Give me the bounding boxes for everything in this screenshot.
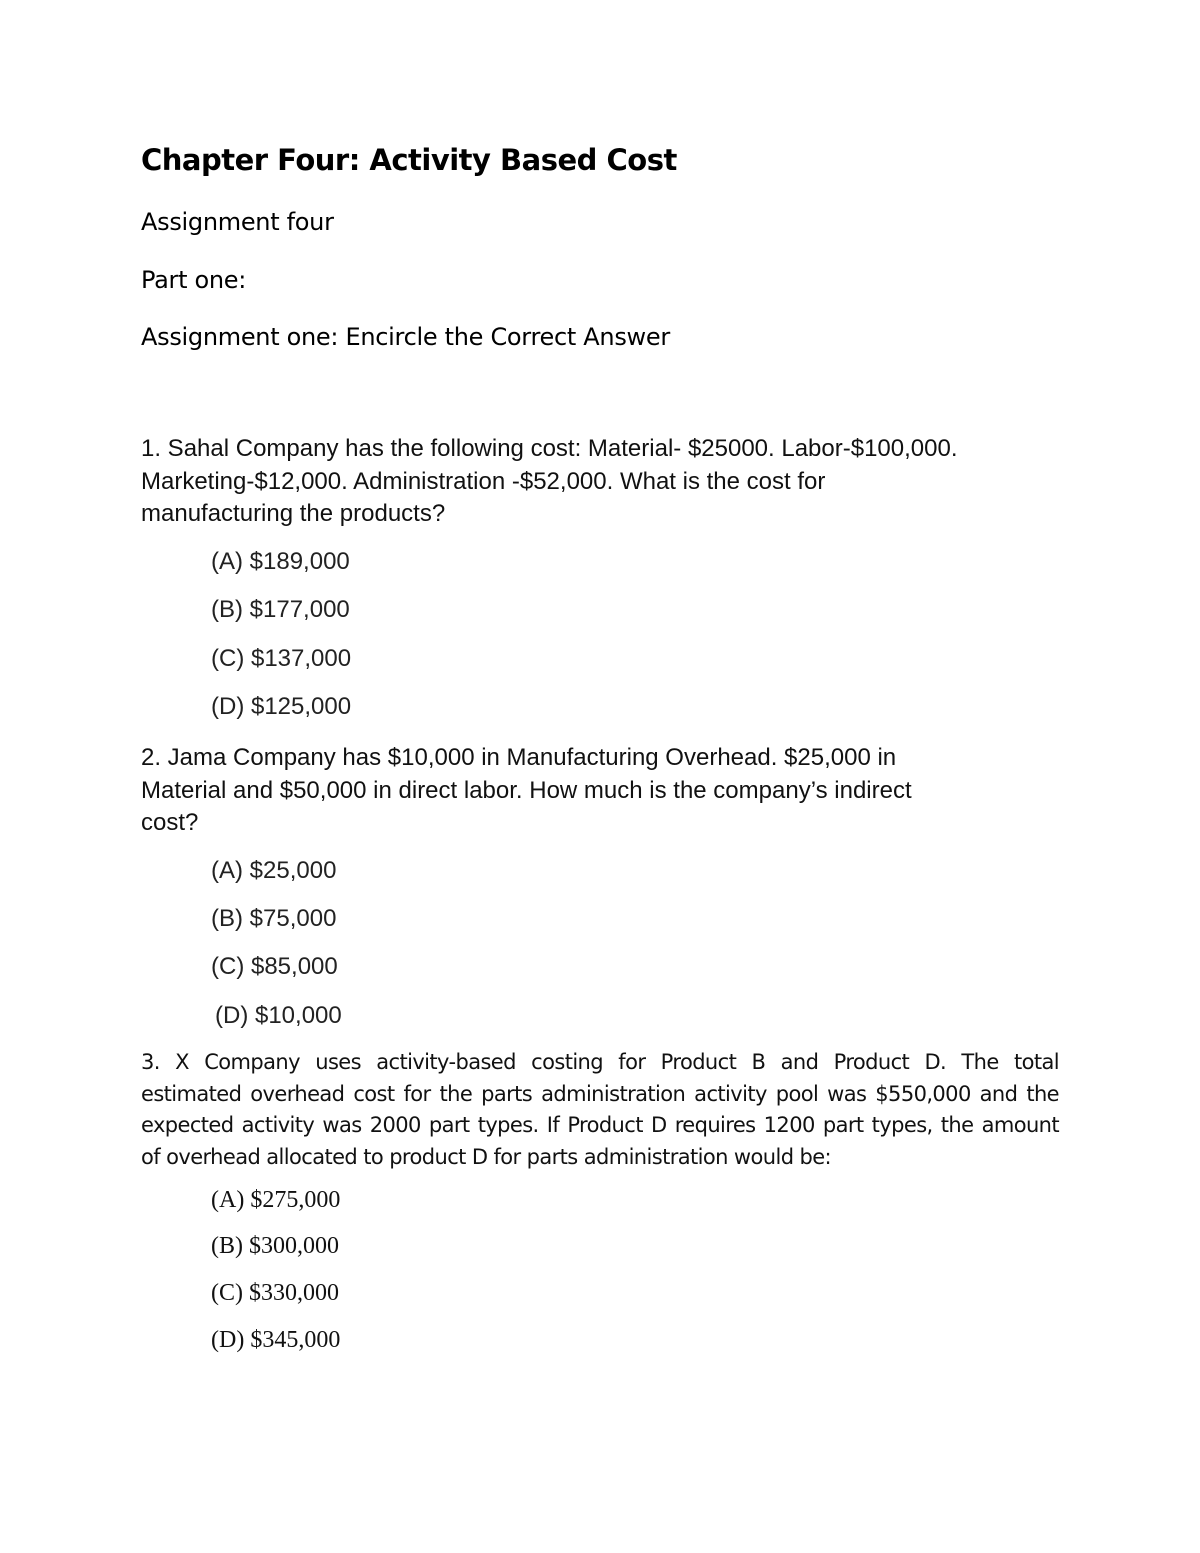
question-2-option-c[interactable]: (C) $85,000 [211,953,338,980]
question-1-option-c[interactable]: (C) $137,000 [211,645,352,672]
question-1-option-b[interactable]: (B) $177,000 [211,596,350,623]
question-3-line: estimated overhead cost for the parts administration activity pool was $550,000 and the [141,1081,1059,1106]
question-2-option-d[interactable]: (D) $10,000 [215,1002,342,1029]
question-2-line: 2. Jama Company has $10,000 in Manufacturing Overhead. $25,000 in [141,744,897,771]
question-1-line: Marketing-$12,000. Administration -$52,000. What is the cost for [141,467,826,495]
question-3-line: expected activity was 2000 part types. If Product D requires 1200 part types, the amount [141,1113,1059,1137]
question-3-option-a[interactable]: (A) $275,000 [211,1187,341,1213]
question-2-line: Material and $50,000 in direct labor. How much is the company’s indirect [141,776,912,804]
question-1-line: manufacturing the products? [141,500,446,527]
question-1-option-d[interactable]: (D) $125,000 [211,693,352,720]
question-1 [141,433,1061,531]
part-label: Part one: [141,266,247,294]
chapter-title: Chapter Four: Activity Based Cost [141,143,677,177]
assignment-subtitle: Assignment four [141,208,334,236]
question-3-line: 3. X Company uses activity-based costing for Product B and Product D. The total [141,1050,1059,1074]
question-3-option-b[interactable]: (B) $300,000 [211,1233,339,1259]
question-2 [141,742,1061,840]
question-1-option-a[interactable]: (A) $189,000 [211,548,350,575]
question-3-option-d[interactable]: (D) $345,000 [211,1327,341,1353]
question-3 [141,1047,1059,1173]
question-1-line: 1. Sahal Company has the following cost: Material- $25000. Labor-$100,000. [141,435,958,462]
question-2-option-b[interactable]: (B) $75,000 [211,905,337,932]
instructions: Assignment one: Encircle the Correct Answer [141,323,670,351]
question-2-option-a[interactable]: (A) $25,000 [211,857,337,884]
question-3-line: of overhead allocated to product D for parts administration would be: [141,1144,832,1169]
question-3-option-c[interactable]: (C) $330,000 [211,1280,339,1306]
question-2-line: cost? [141,809,199,836]
